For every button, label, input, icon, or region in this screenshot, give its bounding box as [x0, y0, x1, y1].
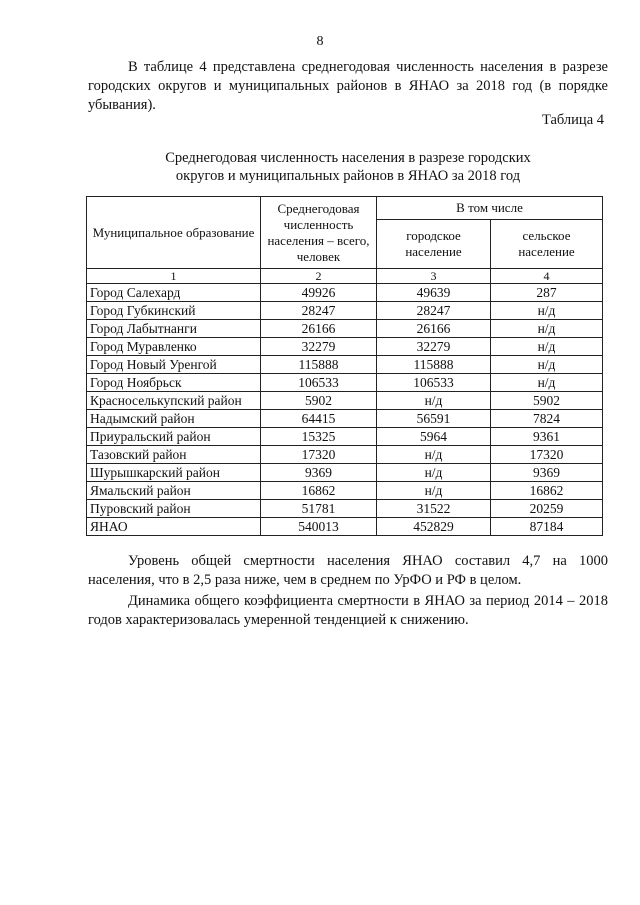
row-total-cell: 51781: [261, 500, 377, 518]
row-total-cell: 64415: [261, 410, 377, 428]
column-number: 4: [491, 269, 603, 284]
row-total-cell: 106533: [261, 374, 377, 392]
table-row: [87, 482, 603, 500]
row-name-cell: Тазовский район: [87, 446, 261, 464]
header-total: Среднегодовая численность населения – всего, человек: [261, 197, 377, 269]
page-number: 8: [316, 34, 324, 49]
row-rural-cell: н/д: [491, 302, 603, 320]
row-total-cell: 17320: [261, 446, 377, 464]
table-caption-line: округов и муниципальных районов в ЯНАО за 2018 год: [175, 168, 521, 184]
header-municipality: Муниципальное образование: [87, 197, 261, 269]
row-rural-cell: 287: [491, 284, 603, 302]
row-urban-cell: н/д: [377, 464, 491, 482]
row-name-cell: Город Муравленко: [87, 338, 261, 356]
table-row: [87, 500, 603, 518]
table-caption: [88, 149, 608, 185]
row-urban-cell: 26166: [377, 320, 491, 338]
table-row: [87, 410, 603, 428]
row-urban-cell: н/д: [377, 392, 491, 410]
table-label: Таблица 4: [541, 112, 604, 128]
intro-paragraph: В таблице 4 представлена среднегодовая численность населения в разрезе городских округов и муниципальных районов в ЯНАО за 2018 год (в порядке убывания).: [88, 59, 608, 113]
row-name-cell: Город Салехард: [87, 284, 261, 302]
header-group: В том числе: [377, 197, 603, 220]
population-table: [86, 196, 603, 536]
table-row: [87, 392, 603, 410]
row-total-cell: 28247: [261, 302, 377, 320]
row-rural-cell: н/д: [491, 374, 603, 392]
table-row: [87, 338, 603, 356]
row-name-cell: Город Новый Уренгой: [87, 356, 261, 374]
column-number-row: [87, 269, 603, 284]
row-name-cell: Приуральский район: [87, 428, 261, 446]
row-name-cell: Город Ноябрьск: [87, 374, 261, 392]
row-rural-cell: 20259: [491, 500, 603, 518]
row-urban-cell: 452829: [377, 518, 491, 536]
row-name-cell: Город Лабытнанги: [87, 320, 261, 338]
table-row: [87, 284, 603, 302]
row-rural-cell: н/д: [491, 356, 603, 374]
row-total-cell: 115888: [261, 356, 377, 374]
row-total-cell: 32279: [261, 338, 377, 356]
row-total-cell: 9369: [261, 464, 377, 482]
row-rural-cell: 16862: [491, 482, 603, 500]
table-caption-line: Среднегодовая численность населения в разрезе городских: [165, 150, 531, 166]
row-rural-cell: 9369: [491, 464, 603, 482]
row-total-cell: 26166: [261, 320, 377, 338]
row-name-cell: Город Губкинский: [87, 302, 261, 320]
row-rural-cell: 17320: [491, 446, 603, 464]
row-urban-cell: 56591: [377, 410, 491, 428]
row-urban-cell: 5964: [377, 428, 491, 446]
row-name-cell: Пуровский район: [87, 500, 261, 518]
table-row: [87, 464, 603, 482]
column-number: 1: [87, 269, 261, 284]
table-row: [87, 446, 603, 464]
header-rural: сельское население: [491, 220, 603, 269]
dynamics-paragraph: Динамика общего коэффициента смертности в ЯНАО за период 2014 – 2018 годов характеризовалась умеренной тенденцией к снижению.: [88, 593, 608, 628]
row-rural-cell: 5902: [491, 392, 603, 410]
row-urban-cell: 49639: [377, 284, 491, 302]
row-urban-cell: 106533: [377, 374, 491, 392]
row-total-cell: 5902: [261, 392, 377, 410]
row-urban-cell: 115888: [377, 356, 491, 374]
row-urban-cell: 28247: [377, 302, 491, 320]
row-name-cell: Ямальский район: [87, 482, 261, 500]
row-total-cell: 49926: [261, 284, 377, 302]
row-name-cell: ЯНАО: [87, 518, 261, 536]
mortality-paragraph: Уровень общей смертности населения ЯНАО составил 4,7 на 1000 населения, что в 2,5 раза ниже, чем в среднем по УрФО и РФ в целом.: [88, 553, 608, 588]
row-total-cell: 16862: [261, 482, 377, 500]
row-name-cell: Красноселькупский район: [87, 392, 261, 410]
row-rural-cell: 7824: [491, 410, 603, 428]
row-total-cell: 15325: [261, 428, 377, 446]
header-urban: городское население: [377, 220, 491, 269]
table-row: [87, 428, 603, 446]
row-urban-cell: 32279: [377, 338, 491, 356]
row-rural-cell: н/д: [491, 320, 603, 338]
table-row: [87, 320, 603, 338]
row-urban-cell: н/д: [377, 482, 491, 500]
row-rural-cell: 9361: [491, 428, 603, 446]
table-row: [87, 374, 603, 392]
column-number: 2: [261, 269, 377, 284]
table-row: [87, 518, 603, 536]
row-urban-cell: 31522: [377, 500, 491, 518]
column-number: 3: [377, 269, 491, 284]
row-rural-cell: н/д: [491, 338, 603, 356]
table-row: [87, 356, 603, 374]
row-rural-cell: 87184: [491, 518, 603, 536]
row-urban-cell: н/д: [377, 446, 491, 464]
table-row: [87, 302, 603, 320]
row-total-cell: 540013: [261, 518, 377, 536]
row-name-cell: Шурышкарский район: [87, 464, 261, 482]
row-name-cell: Надымский район: [87, 410, 261, 428]
